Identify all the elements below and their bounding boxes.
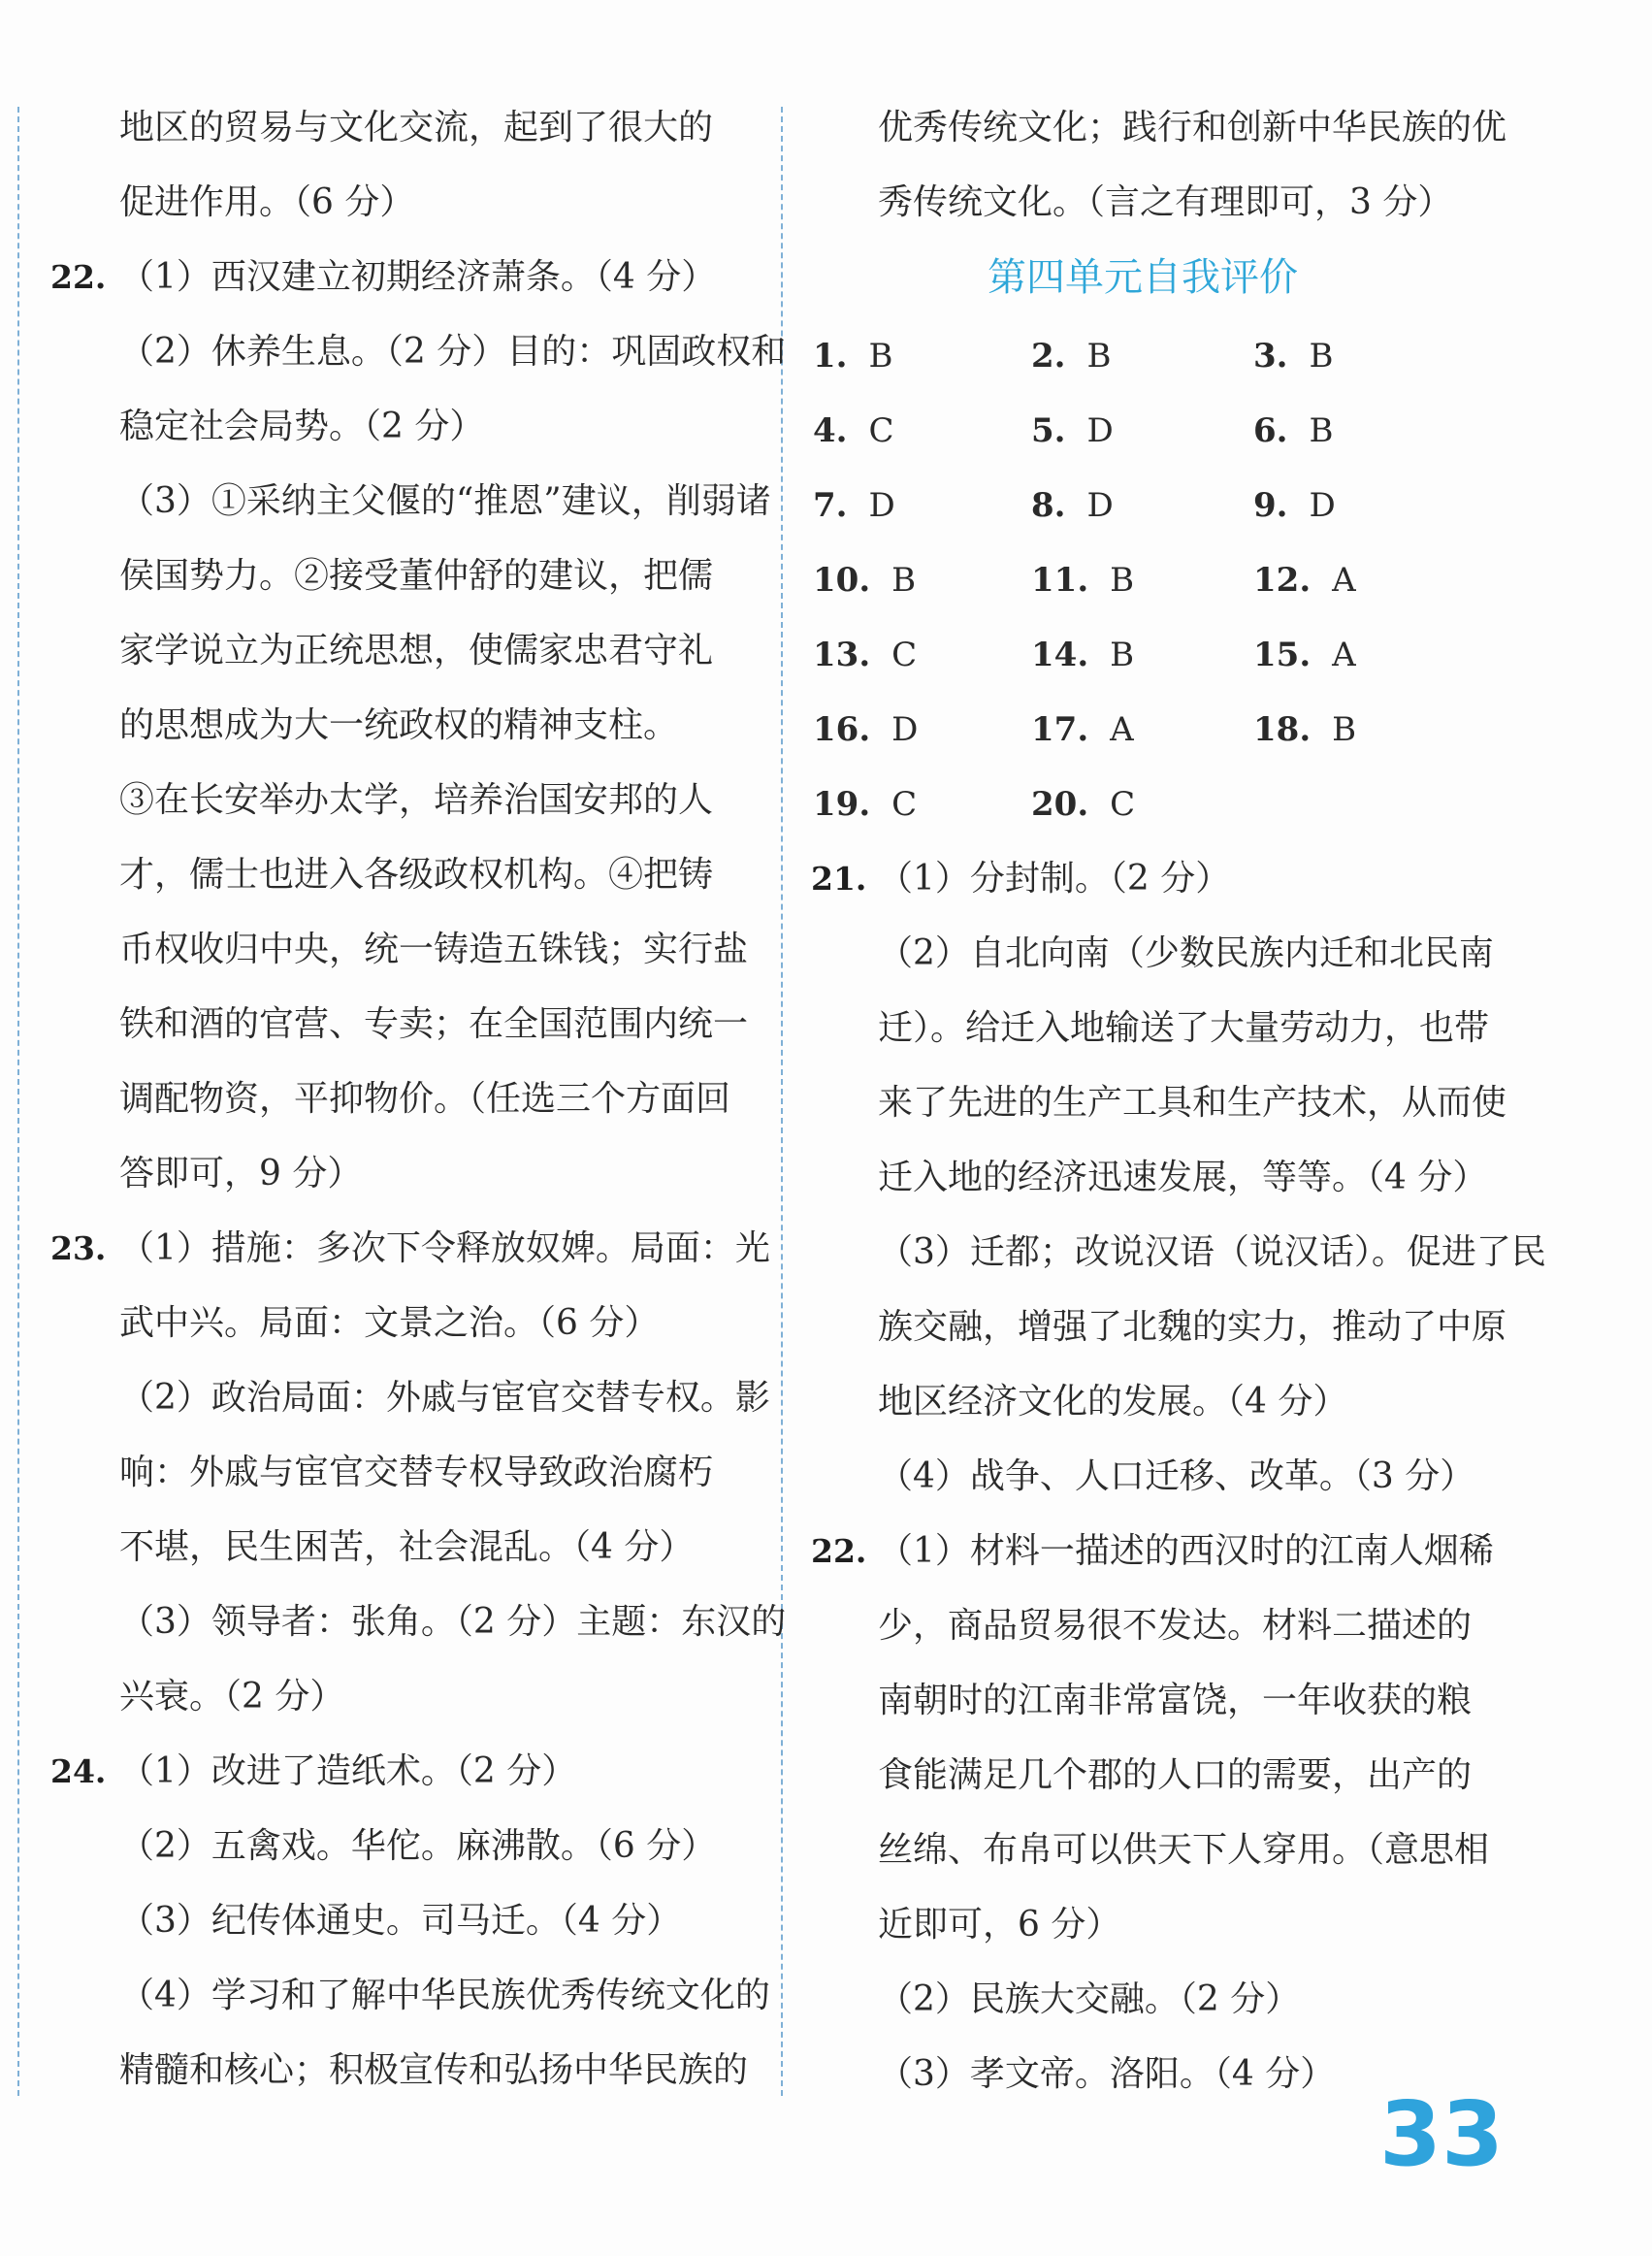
answer-line: 答即可，9 分）	[119, 1154, 363, 1193]
choice-answer	[1253, 559, 1356, 602]
answer-line: （3）纪传体通史。司马迁。（4 分）	[119, 1901, 682, 1941]
choice-letter: A	[1110, 710, 1134, 749]
answer-line: 不堪，民生困苦，社会混乱。（4 分）	[119, 1527, 695, 1567]
answer-line: （1）措施：多次下令释放奴婢。局面：光	[119, 1228, 770, 1268]
answer-line: 南朝时的江南非常富饶，一年收获的粮	[878, 1681, 1473, 1720]
answer-line: 才，儒士也进入各级政权机构。④把铸	[119, 855, 714, 895]
choice-letter: D	[1086, 486, 1114, 525]
choice-number: 3.	[1253, 337, 1288, 376]
choice-number: 19.	[813, 785, 871, 824]
answer-line: 丝绵、布帛可以供天下人穿用。（意思相	[878, 1830, 1490, 1870]
choice-letter: D	[891, 710, 919, 749]
continuation-line: 秀传统文化。（言之有理即可，3 分）	[878, 182, 1453, 222]
answer-line: 兴衰。（2 分）	[119, 1677, 345, 1717]
answer-line: 铁和酒的官营、专卖；在全国范围内统一	[119, 1004, 749, 1044]
choice-answer	[1031, 409, 1114, 452]
left-margin-dashed-divider	[17, 107, 19, 2096]
choice-number: 20.	[1031, 785, 1089, 824]
choice-number: 9.	[1253, 486, 1288, 525]
choice-answer	[1031, 783, 1135, 826]
answer-line: （2）民族大交融。（2 分）	[878, 1979, 1301, 2019]
choice-answer	[813, 783, 917, 826]
choice-answer	[813, 335, 893, 377]
answer-line: （2）政治局面：外戚与宦官交替专权。影	[119, 1378, 770, 1418]
choice-letter: B	[891, 561, 917, 600]
choice-number: 13.	[813, 636, 871, 674]
answer-line: （3）领导者：张角。（2 分）主题：东汉的	[119, 1602, 787, 1642]
answer-line: （4）战争、人口迁移、改革。（3 分）	[878, 1456, 1475, 1496]
choice-number: 17.	[1031, 710, 1089, 749]
choice-number: 4.	[813, 411, 848, 450]
answer-line: 迁入地的经济迅速发展，等等。（4 分）	[878, 1158, 1488, 1197]
choice-letter: C	[891, 785, 918, 824]
choice-letter: D	[1086, 411, 1114, 450]
answer-line: （2）自北向南（少数民族内迁和北民南	[878, 933, 1494, 973]
choice-answer	[1253, 708, 1356, 751]
continuation-line: 优秀传统文化；践行和创新中华民族的优	[878, 108, 1507, 147]
answer-line: 族交融，增强了北魏的实力，推动了中原	[878, 1307, 1507, 1347]
answer-line: 地区经济文化的发展。（4 分）	[878, 1382, 1348, 1422]
choice-letter: B	[1086, 337, 1112, 376]
choice-letter: A	[1332, 636, 1356, 674]
answer-line: 精髓和核心；积极宣传和弘扬中华民族的	[119, 2050, 749, 2090]
question-number-22: 22.	[811, 1532, 867, 1570]
choice-number: 5.	[1031, 411, 1066, 450]
answer-line: （2）五禽戏。华佗。麻沸散。（6 分）	[119, 1826, 717, 1866]
choice-answer	[1031, 634, 1134, 676]
choice-answer	[813, 409, 894, 452]
answer-line: ③在长安举办太学，培养治国安邦的人	[119, 780, 714, 820]
answer-line: 迁）。给迁入地输送了大量劳动力，也带	[878, 1008, 1490, 1048]
choice-number: 15.	[1253, 636, 1312, 674]
answer-line: （4）学习和了解中华民族优秀传统文化的	[119, 1976, 770, 2015]
choice-letter: B	[1309, 411, 1334, 450]
answer-line: （1）改进了造纸术。（2 分）	[119, 1751, 577, 1791]
answer-line: 食能满足几个郡的人口的需要，出产的	[878, 1755, 1473, 1795]
answer-line: （3）①采纳主父偃的“推恩”建议，削弱诸	[119, 481, 771, 521]
choice-answer	[1253, 335, 1334, 377]
choice-number: 10.	[813, 561, 871, 600]
answer-line: 稳定社会局势。（2 分）	[119, 407, 485, 446]
choice-answer	[813, 634, 917, 676]
continuation-line: 地区的贸易与文化交流，起到了很大的	[119, 108, 714, 147]
answer-line: （1）材料一描述的西汉时的江南人烟稀	[878, 1531, 1494, 1571]
choice-letter: B	[1110, 636, 1135, 674]
answer-line: 家学说立为正统思想，使儒家忠君守礼	[119, 631, 714, 670]
question-number-24: 24.	[50, 1752, 107, 1790]
choice-answer	[1031, 484, 1114, 527]
choice-number: 12.	[1253, 561, 1312, 600]
choice-answer	[1253, 484, 1336, 527]
choice-letter: D	[1309, 486, 1336, 525]
column-dashed-divider	[781, 107, 783, 2096]
choice-answer	[813, 484, 895, 527]
answer-line: 少，商品贸易很不发达。材料二描述的	[878, 1606, 1473, 1646]
choice-answer	[813, 559, 916, 602]
choice-letter: B	[1110, 561, 1135, 600]
choice-letter: B	[1309, 337, 1334, 376]
choice-answer	[1253, 409, 1334, 452]
choice-letter: C	[1110, 785, 1136, 824]
question-number-23: 23.	[50, 1229, 107, 1267]
choice-letter: B	[1332, 710, 1357, 749]
choice-number: 1.	[813, 337, 848, 376]
answer-line: （3）孝文帝。洛阳。（4 分）	[878, 2054, 1336, 2094]
choice-number: 2.	[1031, 337, 1066, 376]
page-number: 33	[1379, 2082, 1505, 2186]
choice-answer	[1031, 559, 1134, 602]
answer-line: 的思想成为大一统政权的精神支柱。	[119, 705, 679, 745]
question-number-22: 22.	[50, 258, 107, 296]
choice-answer	[1253, 634, 1356, 676]
choice-number: 18.	[1253, 710, 1312, 749]
answer-line: 币权收归中央，统一铸造五铢钱；实行盐	[119, 930, 749, 969]
question-number-21: 21.	[811, 860, 867, 898]
choice-answer	[813, 708, 918, 751]
choice-number: 6.	[1253, 411, 1288, 450]
answer-line: 武中兴。局面：文景之治。（6 分）	[119, 1303, 660, 1343]
answer-line: 响：外戚与宦官交替专权导致政治腐朽	[119, 1453, 714, 1492]
answer-line: 近即可，6 分）	[878, 1905, 1121, 1945]
section-title: 第四单元自我评价	[988, 255, 1298, 300]
answer-line: 调配物资，平抑物价。（任选三个方面回	[119, 1079, 731, 1119]
answer-line: （2）休养生息。（2 分）目的：巩固政权和	[119, 332, 787, 372]
choice-number: 7.	[813, 486, 848, 525]
choice-number: 14.	[1031, 636, 1089, 674]
choice-number: 16.	[813, 710, 871, 749]
answer-line: （3）迁都；改说汉语（说汉话）。促进了民	[878, 1232, 1546, 1272]
choice-letter: B	[868, 337, 893, 376]
choice-answer	[1031, 708, 1134, 751]
choice-number: 8.	[1031, 486, 1066, 525]
answer-line: 侯国势力。②接受董仲舒的建议，把儒	[119, 556, 714, 596]
choice-answer	[1031, 335, 1112, 377]
answer-line: 来了先进的生产工具和生产技术，从而使	[878, 1083, 1507, 1123]
choice-number: 11.	[1031, 561, 1089, 600]
continuation-line: 促进作用。（6 分）	[119, 182, 415, 222]
choice-letter: C	[891, 636, 918, 674]
choice-letter: C	[868, 411, 894, 450]
answer-line: （1）西汉建立初期经济萧条。（4 分）	[119, 257, 717, 297]
answer-line: （1）分封制。（2 分）	[878, 859, 1231, 899]
choice-letter: D	[868, 486, 895, 525]
choice-letter: A	[1332, 561, 1356, 600]
